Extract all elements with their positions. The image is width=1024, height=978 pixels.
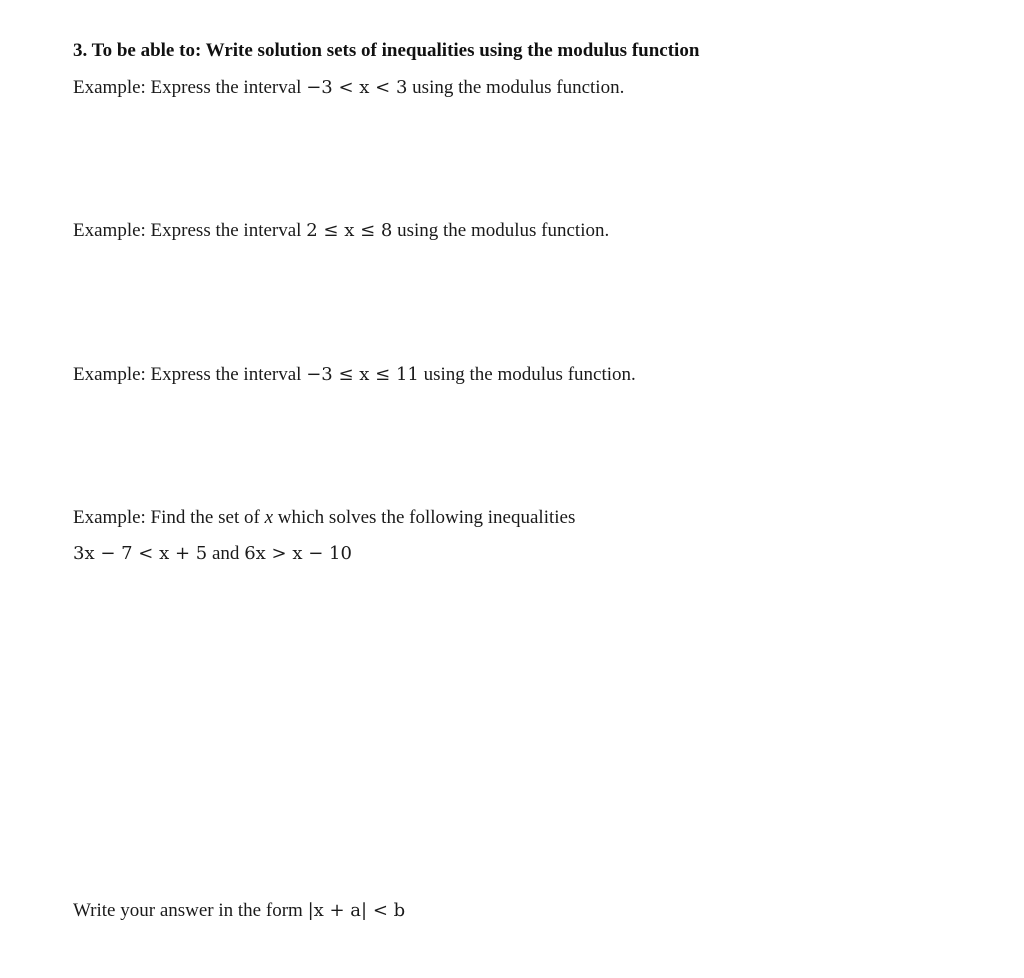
example-3-prefix: Example: Express the interval: [73, 364, 307, 385]
example-find-set: [73, 506, 575, 530]
example-1-prefix: Example: Express the interval: [73, 77, 307, 98]
answer-form-prefix: Write your answer in the form: [73, 900, 308, 921]
example-interval-2: [73, 219, 609, 243]
example-interval-1: [73, 76, 624, 100]
inequality-2: 6x > x − 10: [244, 543, 352, 564]
example-interval-3: [73, 363, 636, 387]
find-set-variable: x: [264, 507, 273, 528]
inequality-joiner: and: [207, 543, 245, 564]
example-1-math: −3 < x < 3: [306, 77, 408, 98]
answer-form-math: |x + a| < b: [307, 900, 406, 921]
example-2-prefix: Example: Express the interval: [73, 220, 307, 241]
example-1-suffix: using the modulus function.: [407, 77, 625, 98]
inequalities-line: [73, 542, 352, 566]
find-set-prefix: Example: Find the set of: [73, 507, 265, 528]
example-2-math: 2 ≤ x ≤ 8: [306, 220, 393, 241]
section-heading: 3. To be able to: Write solution sets of inequalities using the modulus function: [73, 40, 700, 61]
example-2-suffix: using the modulus function.: [392, 220, 610, 241]
answer-form-instruction: [73, 899, 405, 923]
find-set-suffix: which solves the following inequalities: [273, 507, 576, 528]
example-3-suffix: using the modulus function.: [418, 364, 636, 385]
inequality-1: 3x − 7 < x + 5: [73, 543, 208, 564]
example-3-math: −3 ≤ x ≤ 11: [306, 364, 419, 385]
